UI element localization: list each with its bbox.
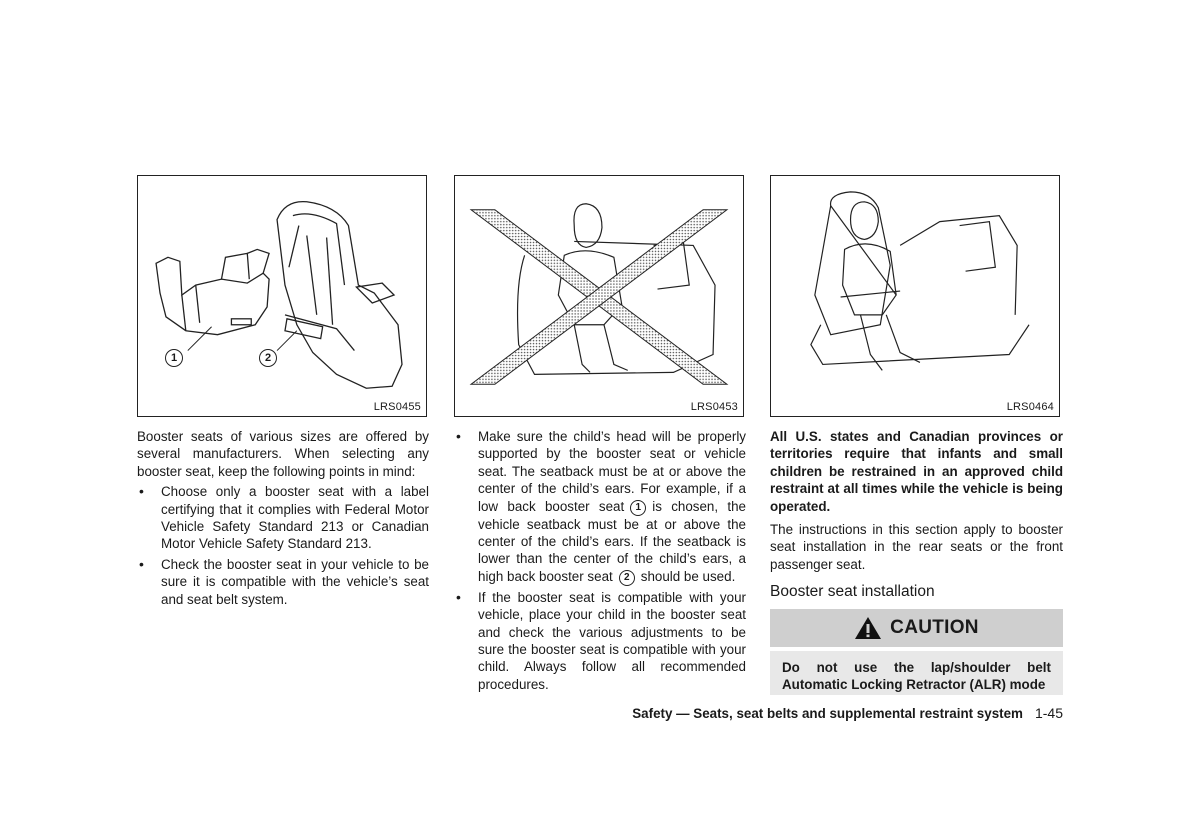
bullet-item: • Check the booster seat in your vehicle to be sure it is compatible with the vehicle’s seat and seat belt system. <box>137 556 429 608</box>
bullet-item <box>454 428 746 586</box>
figure-booster-seats <box>137 175 427 417</box>
incorrect-seating-illustration <box>455 176 743 416</box>
section-heading: Booster seat installation <box>770 583 935 601</box>
warning-triangle-icon <box>854 616 882 640</box>
bullet-item: • Choose only a booster seat with a label certifying that it complies with Federal Motor Vehicle Safety Standard 213 or Canadian Motor Vehicle Safety Standard 213. <box>137 483 429 553</box>
page-footer <box>632 705 1063 721</box>
callout-2: 2 <box>259 349 277 367</box>
callout-ref-2: 2 <box>619 570 635 586</box>
column-3 <box>770 428 1063 695</box>
instruction-paragraph: The instructions in this section apply to booster seat installation in the rear seats or the front passenger seat. <box>770 522 1063 572</box>
text: is chosen, the vehicle seatback must be at or above the center of the child’s ears. If the seatback is lower than the center of the child’s ears, a high back booster seat <box>478 498 746 584</box>
booster-seats-illustration <box>138 176 426 416</box>
figure-incorrect-seating <box>454 175 744 417</box>
bullet-item: • If the booster seat is compatible with your vehicle, place your child in the booster seat and check the various adjustments to be sure the booster seat is compatible with your child. Always follow all recommended procedures. <box>454 589 746 693</box>
column-1 <box>137 428 429 611</box>
figure-code: LRS0453 <box>690 401 738 413</box>
intro-paragraph: Booster seats of various sizes are offered by several manufacturers. When selecting any booster seat, keep the following points in mind: <box>137 429 429 479</box>
figure-correct-booster <box>770 175 1060 417</box>
caution-header <box>770 609 1063 647</box>
text: Make sure the child’s head will be properly supported by the booster seat or vehicle seat. The seatback must be at or above the center of the child’s ears. For example, if a low back booster seat <box>478 429 746 514</box>
footer-section: Safety — Seats, seat belts and supplemental restraint system <box>632 706 1023 721</box>
figure-code: LRS0455 <box>373 401 421 413</box>
figure-code: LRS0464 <box>1006 401 1054 413</box>
caution-title: CAUTION <box>890 616 979 638</box>
callout-1: 1 <box>165 349 183 367</box>
page-number: 1-45 <box>1034 705 1063 721</box>
caution-text: Do not use the lap/shoulder belt Automatic Locking Retractor (ALR) mode <box>770 651 1063 695</box>
column-2 <box>454 428 746 696</box>
bullet-list <box>454 428 746 693</box>
bullet-list <box>137 483 429 608</box>
correct-booster-illustration <box>771 176 1059 416</box>
requirement-paragraph: All U.S. states and Canadian provinces or territories require that infants and small children be restrained in an approved child restraint at all times while the vehicle is being operated. <box>770 429 1063 514</box>
callout-ref-1: 1 <box>630 500 646 516</box>
text: should be used. <box>640 568 736 584</box>
